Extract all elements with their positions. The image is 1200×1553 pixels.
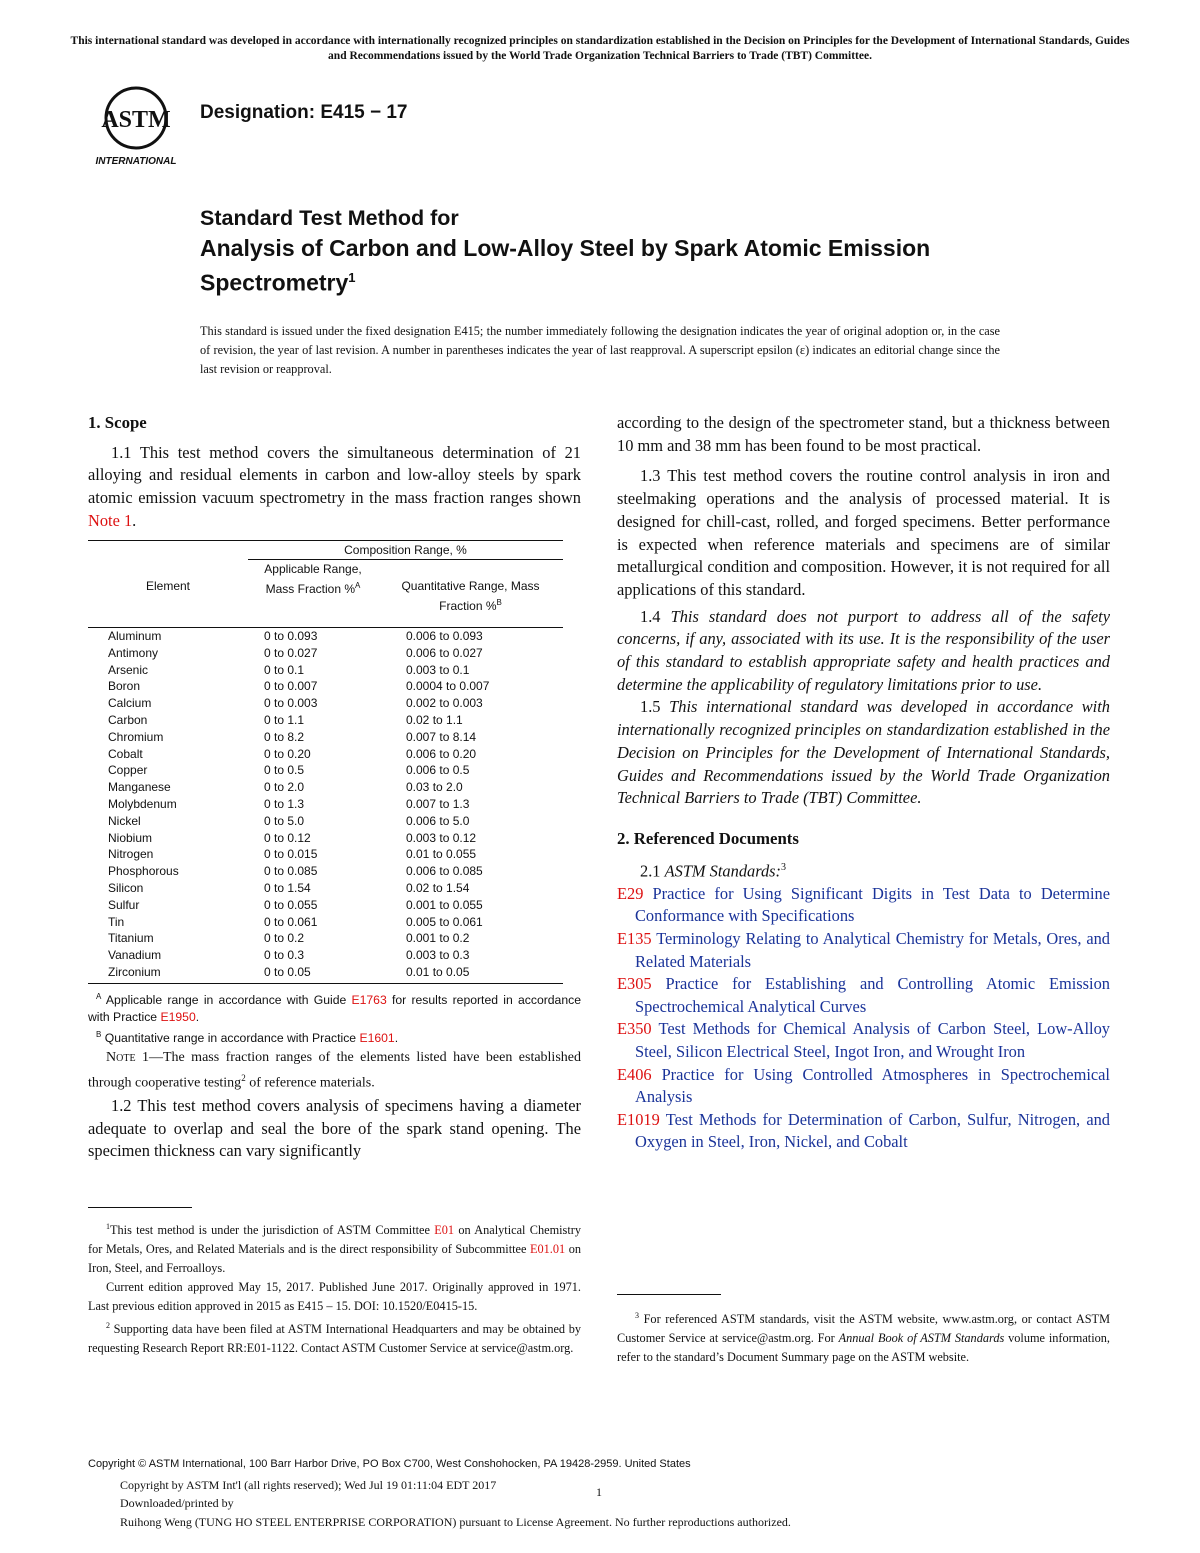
logo-text: ASTM [101, 107, 171, 133]
table-row [88, 947, 563, 964]
element-name-cell: Molybdenum [108, 796, 177, 811]
table-row [88, 628, 563, 645]
fn3-italic: Annual Book of ASTM Standards [838, 1331, 1005, 1346]
fn-a-link-e1950[interactable]: E1950 [160, 1010, 196, 1025]
quantitative-range-cell: 0.006 to 0.5 [406, 763, 470, 778]
applicable-range-cell: 0 to 1.54 [264, 880, 311, 895]
quant-label: Quantitative Range, Mass Fraction % [401, 579, 540, 613]
element-name-cell: Calcium [108, 696, 152, 711]
quantitative-range-cell: 0.01 to 0.055 [406, 847, 477, 862]
element-name-cell: Chromium [108, 729, 164, 744]
fn-a-link-e1763[interactable]: E1763 [351, 993, 387, 1008]
page-number: 1 [596, 1485, 602, 1499]
applicable-range-cell: 0 to 0.027 [264, 645, 318, 660]
table-row [88, 964, 563, 981]
referenced-item[interactable] [617, 1018, 1110, 1063]
table-footnote-a [88, 988, 581, 1026]
table-header-quantitative [388, 578, 553, 614]
note1-label: Note 1 [106, 1050, 149, 1065]
referenced-item-title[interactable]: Practice for Establishing and Controlling Atomic Emission Spectrochemical Analytical Curves [635, 974, 1110, 1016]
quantitative-range-cell: 0.005 to 0.061 [406, 914, 483, 929]
element-name-cell: Phosphorous [108, 864, 179, 879]
fn1-text-a: This test method is under the jurisdiction of ASTM Committee [110, 1223, 435, 1238]
section-referenced-heading: 2. Referenced Documents [617, 828, 799, 848]
element-name-cell: Antimony [108, 645, 159, 660]
table-row [88, 830, 563, 847]
table-row [88, 695, 563, 712]
applicable-range-cell: 0 to 0.093 [264, 629, 318, 643]
quantitative-range-cell: 0.03 to 2.0 [406, 780, 463, 795]
note1-text2: of reference materials. [245, 1075, 375, 1091]
title-footnote-ref[interactable]: 1 [348, 270, 356, 285]
table-row [88, 880, 563, 897]
fn1-text-b: on Analytical Chemistry for Metals, Ores, and Related Materials and is the direct responsibility of Subcommittee [88, 1223, 581, 1257]
applicable-range-cell: 0 to 0.20 [264, 746, 311, 761]
applicable-range-cell: 0 to 5.0 [264, 813, 305, 828]
table-row [88, 897, 563, 914]
footnote-1-edition: Current edition approved May 15, 2017. Published June 2017. Originally approved in 1971. Last previous edition approved in 2015 as E415 – 15. DOI: 10.1520/E0415-15. [88, 1280, 581, 1314]
quantitative-range-cell: 0.006 to 5.0 [406, 813, 470, 828]
element-name-cell: Copper [108, 763, 148, 778]
referenced-item-title[interactable]: Test Methods for Chemical Analysis of Carbon Steel, Low-Alloy Steel, Silicon Electrical Steel, Ingot Iron, and Wrought Iron [635, 1019, 1110, 1061]
footnote-2 [88, 1316, 581, 1358]
fn-a-text3: . [195, 1010, 200, 1025]
applicable-range-cell: 0 to 1.1 [264, 712, 305, 727]
table-row [88, 645, 563, 662]
applicable-range-cell: 0 to 2.0 [264, 780, 305, 795]
fn-b-text2: . [394, 1031, 399, 1046]
footer-line3: Ruihong Weng (TUNG HO STEEL ENTERPRISE CORPORATION) pursuant to License Agreement. No further reproductions authorized. [120, 1515, 791, 1529]
referenced-item-code[interactable]: E406 [617, 1064, 652, 1084]
quantitative-range-cell: 0.003 to 0.12 [406, 830, 477, 845]
referenced-item-title[interactable]: Terminology Relating to Analytical Chemistry for Metals, Ores, and Related Materials [635, 929, 1110, 971]
table-row [88, 746, 563, 763]
quantitative-range-cell: 0.001 to 0.2 [406, 931, 470, 946]
table-row [88, 729, 563, 746]
fn-b-mark: B [96, 1030, 102, 1040]
referenced-item-code[interactable]: E305 [617, 974, 652, 994]
table-row [88, 914, 563, 931]
quantitative-range-cell: 0.02 to 1.54 [406, 880, 470, 895]
table-row [88, 662, 563, 679]
table-body [88, 628, 563, 981]
applicable-range-cell: 0 to 0.003 [264, 696, 318, 711]
table-header-element: Element [145, 579, 191, 593]
referenced-list [617, 883, 1110, 1154]
table-group-header: Composition Range, % [344, 543, 467, 557]
astm-logo [88, 84, 188, 170]
quantitative-range-cell: 0.007 to 1.3 [406, 796, 470, 811]
fn1-mark: 1 [106, 1222, 110, 1231]
applicable-range-cell: 0 to 0.055 [264, 897, 318, 912]
quant-sup: B [496, 597, 502, 607]
element-name-cell: Cobalt [108, 746, 143, 761]
p1-1-end: . [132, 510, 137, 530]
element-name-cell: Zirconium [108, 964, 161, 979]
applicable-range-cell: 0 to 0.061 [264, 914, 318, 929]
footnote-3 [617, 1306, 1110, 1367]
note1-text1: —The mass fraction ranges of the elements listed have been established through cooperative testing [88, 1050, 581, 1091]
applicable-range-cell: 0 to 0.2 [264, 931, 305, 946]
quantitative-range-cell: 0.006 to 0.027 [406, 645, 483, 660]
table-row [88, 678, 563, 695]
applicable-label: Applicable Range, Mass Fraction % [264, 562, 362, 596]
p1-5-num: 1.5 [640, 697, 661, 717]
fn-a-text1: Applicable range in accordance with Guide [105, 993, 352, 1008]
p1-4-num: 1.4 [640, 606, 661, 626]
paragraph-1-1 [88, 442, 581, 533]
table-row [88, 930, 563, 947]
quantitative-range-cell: 0.001 to 0.055 [406, 897, 483, 912]
referenced-item[interactable] [617, 1064, 1110, 1109]
sub-2-1-num: 2.1 [640, 861, 661, 881]
element-name-cell: Manganese [108, 780, 171, 795]
p1-4-text: This standard does not purport to address all of the safety concerns, if any, associated with its use. It is the responsibility of the user of this standard to establish appropriate safety and health practices and determine the applicability of regulatory limitations prior to use. [617, 606, 1110, 694]
left-column-top [88, 412, 581, 533]
document-title [200, 203, 980, 298]
element-name-cell: Niobium [108, 830, 153, 845]
table-header-applicable [254, 561, 372, 597]
quantitative-range-cell: 0.003 to 0.1 [406, 662, 470, 677]
quantitative-range-cell: 0.01 to 0.05 [406, 964, 470, 979]
quantitative-range-cell: 0.007 to 8.14 [406, 729, 477, 744]
applicable-range-cell: 0 to 0.05 [264, 964, 311, 979]
fn3-mark: 3 [635, 1311, 639, 1320]
element-name-cell: Carbon [108, 712, 148, 727]
fn1-link-e0101[interactable]: E01.01 [529, 1242, 566, 1257]
referenced-item-title[interactable]: Test Methods for Determination of Carbon, Sulfur, Nitrogen, and Oxygen in Steel, Iron, Nickel, and Cobalt [635, 1109, 1110, 1152]
applicable-range-cell: 0 to 0.015 [264, 847, 318, 862]
note1-link[interactable]: Note 1 [88, 510, 133, 530]
element-name-cell: Titanium [108, 931, 154, 946]
element-name-cell: Boron [108, 679, 141, 694]
note1-footnote-ref[interactable]: 2 [241, 1073, 246, 1083]
applicable-range-cell: 0 to 0.12 [264, 830, 311, 845]
p1-2-text: 1.2 This test method covers analysis of specimens having a diameter adequate to overlap and seal the bore of the spark stand opening. The specimen thickness can vary significantly [88, 1096, 581, 1161]
issued-note: This standard is issued under the fixed designation E415; the number immediately following the designation indicates the year of original adoption or, in the case of revision, the year of last revision. A number in parentheses indicates the year of last reapproval. A superscript epsilon (ε) indicates an editorial change since the last revision or reapproval. [200, 324, 1000, 376]
quantitative-range-cell: 0.002 to 0.003 [406, 696, 483, 711]
table-row [88, 712, 563, 729]
referenced-item[interactable] [617, 1109, 1110, 1154]
table-row [88, 813, 563, 830]
referenced-item[interactable] [617, 973, 1110, 1018]
quantitative-range-cell: 0.006 to 0.20 [406, 746, 477, 761]
referenced-item-code[interactable]: E1019 [617, 1109, 660, 1129]
quantitative-range-cell: 0.003 to 0.3 [406, 948, 470, 963]
footnote-1 [88, 1217, 581, 1278]
logo-subtext: INTERNATIONAL [95, 156, 177, 167]
element-name-cell: Nitrogen [108, 847, 154, 862]
table-row [88, 779, 563, 796]
applicable-range-cell: 0 to 8.2 [264, 729, 305, 744]
copyright-line: Copyright © ASTM International, 100 Barr Harbor Drive, PO Box C700, West Conshohocken, PA 19428-2959. United States [88, 1458, 691, 1470]
fn3-text-b: volume information, refer to the standard’s Document Summary page on the ASTM website. [617, 1331, 1110, 1365]
referenced-item-code[interactable]: E350 [617, 1019, 652, 1039]
footnotes-left [88, 1217, 581, 1358]
fn3-text-a: For referenced ASTM standards, visit the ASTM website, www.astm.org, or contact ASTM Customer Service at service@astm.org. For [617, 1312, 1111, 1346]
applicable-range-cell: 0 to 0.085 [264, 864, 318, 879]
table-row [88, 762, 563, 779]
p1-2-continued: according to the design of the spectrometer stand, but a thickness between 10 mm and 38 mm has been found to be most practical. [617, 413, 1110, 455]
sub-2-1-footnote-ref[interactable]: 3 [781, 861, 787, 873]
fn-a-text2: for results reported in accordance with Practice [88, 993, 581, 1025]
table-row [88, 846, 563, 863]
footer-line1: Copyright by ASTM Int'l (all rights reserved); Wed Jul 19 01:11:04 EDT 2017 [120, 1478, 497, 1492]
fn-b-link-e1601[interactable]: E1601 [359, 1031, 395, 1046]
referenced-item[interactable] [617, 928, 1110, 973]
right-column [617, 412, 1110, 1154]
paragraph-1-4 [617, 606, 1110, 697]
fn1-link-e01[interactable]: E01 [434, 1223, 455, 1238]
quantitative-range-cell: 0.0004 to 0.007 [406, 679, 490, 694]
referenced-item-code[interactable]: E135 [617, 929, 652, 949]
p1-5-text: This international standard was developed in accordance with internationally recognized principles on standardization established in the Decision on Principles for the Development of International Standards, Guides and Recommendations issued by the World Trade Organization Technical Barriers to Trade (TBT) Committee. [617, 697, 1110, 808]
table-footnotes [88, 988, 581, 1047]
referenced-item-title[interactable]: Practice for Using Controlled Atmospheres in Spectrochemical Analysis [635, 1064, 1110, 1107]
header-notice: This international standard was developed in accordance with internationally recognized principles on standardization established in the Decision on Principles for the Development of International Standards, Guides and Recommendations issued by the World Trade Organization Technical Barriers to Trade (TBT) Committee. [70, 35, 1130, 62]
fn2-mark: 2 [106, 1321, 110, 1331]
paragraph-1-2 [88, 1095, 581, 1163]
element-name-cell: Arsenic [108, 662, 149, 677]
p1-1-text: 1.1 This test method covers the simultaneous determination of 21 alloying and residual elements in carbon and low-alloy steels by spark atomic emission vacuum spectrometry in the mass fraction ranges shown [88, 442, 581, 508]
element-name-cell: Sulfur [108, 897, 140, 912]
quantitative-range-cell: 0.006 to 0.085 [406, 864, 483, 879]
table-row [88, 863, 563, 880]
element-name-cell: Aluminum [108, 629, 162, 643]
fn1-text-c: on Iron, Steel, and Ferroalloys. [88, 1242, 581, 1276]
subsection-2-1 [617, 857, 1110, 883]
section-scope-heading: 1. Scope [88, 413, 147, 432]
paragraph-1-5 [617, 696, 1110, 810]
referenced-item-title[interactable]: Practice for Using Significant Digits in Test Data to Determine Conformance with Specifications [635, 883, 1110, 926]
title-line2: Analysis of Carbon and Low-Alloy Steel by Spark Atomic Emission Spectrometry [200, 235, 931, 296]
fn-a-mark: A [96, 992, 102, 1001]
fn-b-text1: Quantitative range in accordance with Practice [104, 1031, 360, 1046]
applicable-range-cell: 0 to 1.3 [264, 796, 305, 811]
table-row [88, 796, 563, 813]
applicable-range-cell: 0 to 0.3 [264, 948, 305, 963]
element-name-cell: Tin [108, 914, 125, 929]
applicable-range-cell: 0 to 0.007 [264, 679, 318, 694]
sub-2-1-label: ASTM Standards: [664, 861, 782, 881]
referenced-item[interactable] [617, 883, 1110, 928]
quantitative-range-cell: 0.006 to 0.093 [406, 629, 483, 643]
fn2-text: Supporting data have been filed at ASTM International Headquarters and may be obtained by requesting Research Report RR:E01-1122. Contact ASTM Customer Service at service@astm.org. [88, 1322, 582, 1356]
referenced-item-code[interactable]: E29 [617, 883, 644, 903]
applicable-sup: A [355, 580, 361, 590]
element-name-cell: Nickel [108, 813, 141, 828]
quantitative-range-cell: 0.02 to 1.1 [406, 712, 463, 727]
paragraph-1-3: 1.3 This test method covers the routine control analysis in iron and steelmaking operations and the analysis of processed material. It is designed for chill-cast, rolled, and forged specimens. Better performance is expected when reference materials and specimens are of similar metallurgical condition and composition. However, it is not required for all applications of this standard. [617, 466, 1110, 599]
title-line1: Standard Test Method for [200, 206, 459, 230]
element-name-cell: Silicon [108, 880, 144, 895]
note-1 [88, 1048, 581, 1094]
applicable-range-cell: 0 to 0.1 [264, 662, 305, 677]
applicable-range-cell: 0 to 0.5 [264, 763, 305, 778]
table-footnote-b [88, 1026, 581, 1047]
designation: Designation: E415 − 17 [200, 102, 408, 123]
footer-line2: Downloaded/printed by [120, 1496, 234, 1510]
element-name-cell: Vanadium [108, 948, 162, 963]
